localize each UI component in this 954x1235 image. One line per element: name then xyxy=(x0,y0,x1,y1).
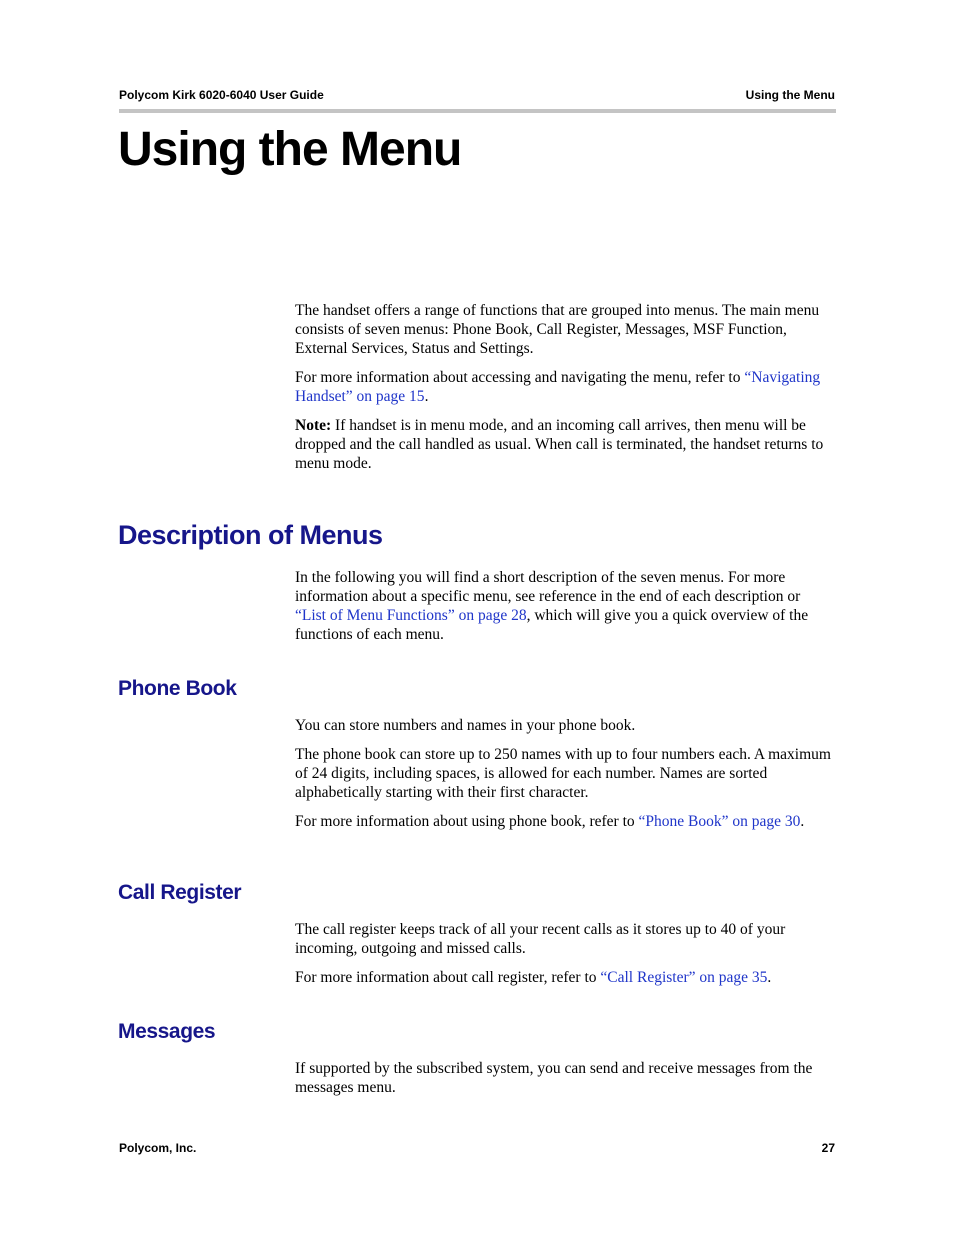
header-rule xyxy=(119,109,836,113)
list-of-menu-functions-link[interactable]: “List of Menu Functions” on page 28 xyxy=(295,607,527,624)
intro-paragraph-1: The handset offers a range of functions that are grouped into menus. The main menu consists of seven menus: Phone Book, Call Register, Messages, MSF Function, External Services, Status and Settings. xyxy=(295,302,820,357)
description-heading: Description of Menus xyxy=(118,520,383,550)
intro-paragraph-2: For more information about accessing and navigating the menu, refer to “Navigating Handset” on page 15. xyxy=(295,369,821,405)
call-register-paragraph-2: For more information about call register, refer to “Call Register” on page 35. xyxy=(295,969,772,986)
header-guide-title: Polycom Kirk 6020-6040 User Guide xyxy=(119,88,324,102)
phone-book-link[interactable]: “Phone Book” on page 30 xyxy=(638,813,801,830)
call-register-link[interactable]: “Call Register” on page 35 xyxy=(600,969,768,986)
phone-book-paragraph-2: The phone book can store up to 250 names with up to four numbers each. A maximum of 24 digits, including spaces, is allowed for each number. Names are sorted alphabetically starting with their first character. xyxy=(295,746,831,801)
messages-heading: Messages xyxy=(118,1020,216,1043)
call-register-heading: Call Register xyxy=(118,881,242,904)
header-chapter-title: Using the Menu xyxy=(745,88,835,102)
note-label: Note: xyxy=(295,417,332,434)
running-header xyxy=(119,88,835,102)
messages-section xyxy=(295,1059,835,1107)
call-register-paragraph-1: The call register keeps track of all your recent calls as it stores up to 40 of your incoming, outgoing and missed calls. xyxy=(295,921,786,957)
messages-paragraph-1: If supported by the subscribed system, you can send and receive messages from the messages menu. xyxy=(295,1060,813,1096)
page-title: Using the Menu xyxy=(118,123,462,176)
description-section xyxy=(295,568,835,654)
phone-book-paragraph-3: For more information about using phone book, refer to “Phone Book” on page 30. xyxy=(295,813,805,830)
phone-book-heading: Phone Book xyxy=(118,677,237,700)
running-footer xyxy=(119,1141,835,1155)
description-paragraph: In the following you will find a short description of the seven menus. For more information about a specific menu, see reference in the end of each description or “List of Menu Functions” on page 28, which will give you a quick overview of the functions of each menu. xyxy=(295,569,809,643)
intro-section xyxy=(295,301,835,483)
phone-book-paragraph-1: You can store numbers and names in your phone book. xyxy=(295,717,636,734)
navigating-handset-link[interactable]: “Navigating Handset” on page 15 xyxy=(295,369,821,405)
page-number: 27 xyxy=(821,1141,835,1155)
phone-book-section xyxy=(295,716,835,841)
call-register-section xyxy=(295,920,835,997)
note-paragraph: Note: If handset is in menu mode, and an incoming call arrives, then menu will be dropped and the call handled as usual. When call is terminated, the handset returns to menu mode. xyxy=(295,417,824,472)
footer-company: Polycom, Inc. xyxy=(119,1141,197,1155)
